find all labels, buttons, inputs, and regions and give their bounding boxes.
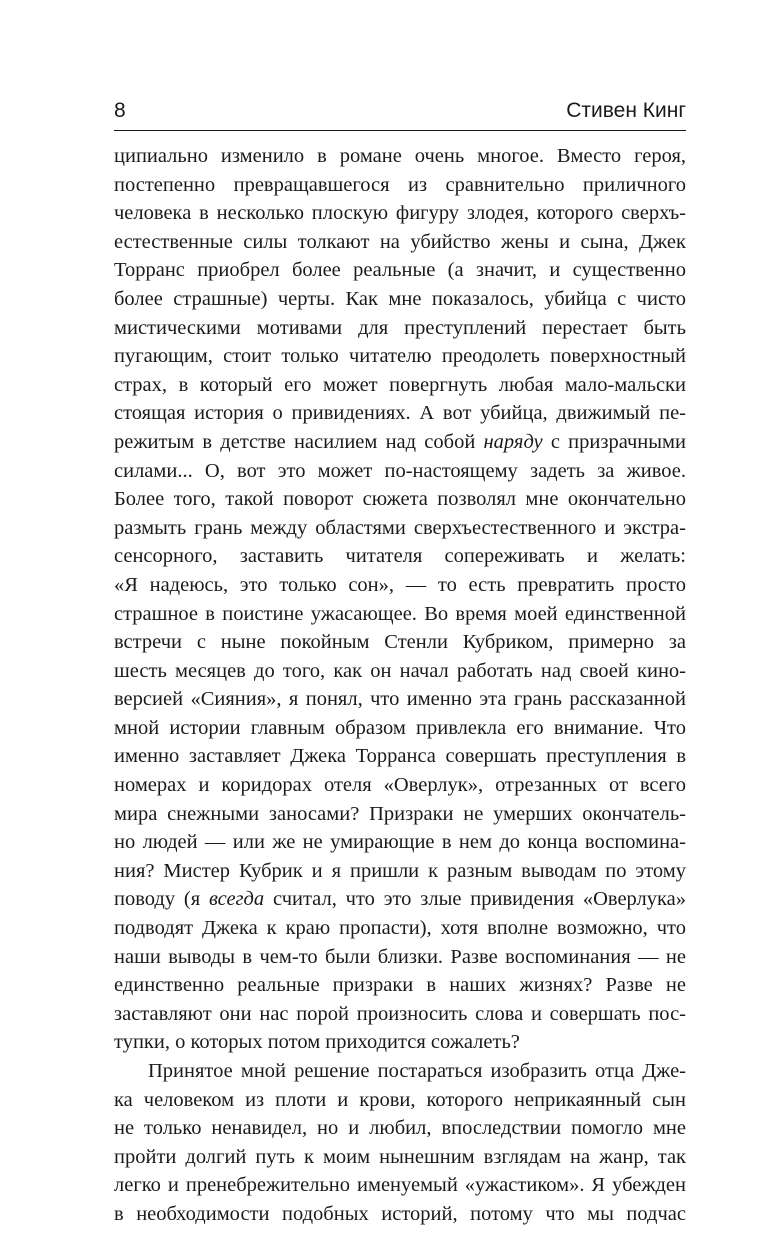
text-segment: режитым в детстве насилием над собой — [114, 430, 484, 453]
text-segment: мной истории главным образом привлекла его внимание. Что — [114, 716, 686, 739]
running-head: Стивен Кинг — [566, 99, 686, 122]
text-segment: считал, что это злые привидения «Оверлука» — [264, 888, 686, 911]
text-segment: версией «Сияния», я понял, что именно эта грань рассказанной — [114, 688, 686, 711]
text-line — [114, 1028, 686, 1057]
text-line — [114, 657, 686, 686]
text-line — [114, 1114, 686, 1143]
text-line — [114, 771, 686, 800]
text-segment: мистическими мотивами для преступлений перестает быть — [114, 316, 686, 339]
text-segment: размыть грань между областями сверхъестественного и экстра- — [114, 516, 686, 539]
body-text — [114, 142, 686, 1229]
italic-text: всегда — [209, 888, 265, 911]
text-segment: человека в несколько плоскую фигуру злодея, которого сверхъ- — [114, 202, 686, 225]
text-segment: стоящая история о привидениях. А вот убийца, движимый пе- — [114, 402, 686, 425]
text-line — [114, 428, 686, 457]
text-segment: пройти долгий путь к моим нынешним взглядам на жанр, так — [114, 1145, 686, 1168]
text-line — [114, 885, 686, 914]
text-segment: страх, в который его может повергнуть любая мало-мальски — [114, 373, 686, 396]
text-segment: мира снежными заносами? Призраки не умерших окончатель- — [114, 802, 686, 825]
text-segment: шесть месяцев до того, как он начал работать над своей кино- — [114, 659, 686, 682]
text-line — [114, 571, 686, 600]
text-line — [114, 542, 686, 571]
text-segment: сенсорного, заставить читателя сопереживать и желать: — [114, 545, 686, 568]
text-segment: естественные силы толкают на убийство жены и сына, Джек — [114, 230, 686, 253]
text-segment: ния? Мистер Кубрик и я пришли к разным выводам по этому — [114, 859, 686, 882]
text-line — [114, 943, 686, 972]
text-segment: заставляют они нас порой произносить слова и совершать пос- — [114, 1002, 686, 1025]
text-line — [114, 1200, 686, 1229]
text-line — [114, 457, 686, 486]
text-line — [114, 628, 686, 657]
page-header — [114, 96, 686, 126]
header-rule — [114, 130, 686, 131]
text-segment: пугающим, стоит только читателю преодолеть поверхностный — [114, 345, 686, 368]
text-line — [114, 600, 686, 629]
text-segment: единственно реальные призраки в наших жизнях? Разве не — [114, 974, 686, 997]
text-segment: Торранс приобрел более реальные (а значит, и существенно — [114, 259, 686, 282]
text-segment: поводу (я — [114, 888, 209, 911]
text-segment: наши выводы в чем-то были близки. Разве воспоминания — не — [114, 945, 686, 968]
text-segment: подводят Джека к краю пропасти), хотя вполне возможно, что — [114, 917, 686, 940]
text-line — [114, 1086, 686, 1115]
text-line — [114, 857, 686, 886]
text-segment: именно заставляет Джека Торранса совершать преступления в — [114, 745, 686, 768]
text-line — [114, 1143, 686, 1172]
text-segment: «Я надеюсь, это только сон», — то есть превратить просто — [114, 573, 686, 596]
text-segment: в необходимости подобных историй, потому что мы подчас — [114, 1202, 686, 1225]
text-line — [114, 285, 686, 314]
text-line — [114, 485, 686, 514]
text-segment: постепенно превращавшегося из сравнительно приличного — [114, 173, 686, 196]
text-line — [114, 171, 686, 200]
text-segment: силами... О, вот это может по-настоящему задеть за живое. — [114, 459, 686, 482]
text-line — [114, 314, 686, 343]
text-line — [114, 685, 686, 714]
text-segment: тупки, о которых потом приходится сожалеть? — [114, 1031, 520, 1054]
text-segment: Более того, такой поворот сюжета позволял мне окончательно — [114, 488, 686, 511]
text-line — [114, 800, 686, 829]
italic-text: наряду — [483, 430, 543, 453]
text-line — [114, 828, 686, 857]
text-line — [114, 399, 686, 428]
text-line — [114, 914, 686, 943]
text-segment: ципиально изменило в романе очень многое. Вместо героя, — [114, 145, 686, 167]
text-line — [114, 742, 686, 771]
text-segment: легко и пренебрежительно именуемый «ужастиком». Я убежден — [114, 1174, 686, 1197]
text-segment: страшное в поистине ужасающее. Во время моей единственной — [114, 602, 686, 625]
text-line — [114, 228, 686, 257]
text-line — [114, 142, 686, 171]
text-line — [114, 342, 686, 371]
text-segment: не только ненавидел, но и любил, впоследствии помогло мне — [114, 1117, 686, 1140]
text-segment: номерах и коридорах отеля «Оверлук», отрезанных от всего — [114, 774, 686, 797]
text-line — [114, 256, 686, 285]
text-line — [114, 714, 686, 743]
text-segment: с призрачными — [542, 430, 686, 453]
text-segment: но людей — или же не умирающие в нем до конца воспомина- — [114, 831, 686, 854]
text-line — [114, 199, 686, 228]
text-line — [114, 1057, 686, 1086]
text-line — [114, 1000, 686, 1029]
text-segment: Принятое мной решение постараться изобразить отца Дже- — [148, 1060, 686, 1082]
text-line — [114, 514, 686, 543]
page-number: 8 — [114, 99, 126, 122]
text-line — [114, 971, 686, 1000]
text-line — [114, 371, 686, 400]
text-segment: ка человеком из плоти и крови, которого неприкаянный сын — [114, 1088, 686, 1111]
text-segment: встречи с ныне покойным Стенли Кубриком, примерно за — [114, 631, 686, 654]
text-segment: более страшные) черты. Как мне показалось, убийца с чисто — [114, 287, 686, 310]
text-line — [114, 1171, 686, 1200]
